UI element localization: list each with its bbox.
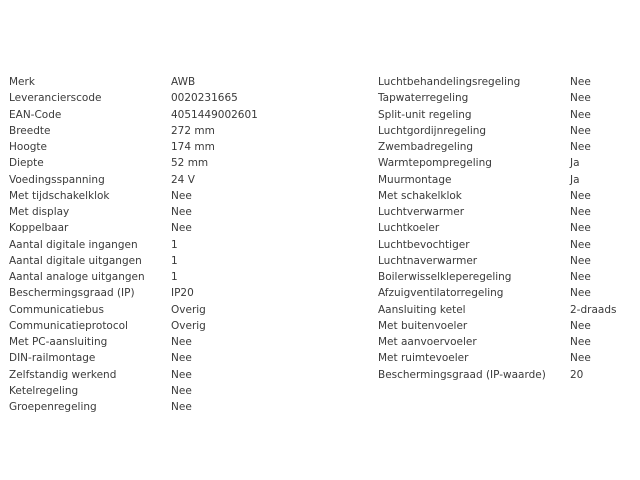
spec-row bbox=[9, 399, 339, 415]
spec-row bbox=[378, 367, 633, 383]
spec-row bbox=[9, 302, 339, 318]
spec-value: Nee bbox=[171, 189, 192, 202]
spec-row bbox=[378, 204, 633, 220]
spec-value: Nee bbox=[570, 271, 591, 283]
spec-row bbox=[378, 253, 633, 269]
spec-value: Overig bbox=[171, 303, 206, 316]
spec-row bbox=[9, 74, 339, 90]
spec-value: Nee bbox=[570, 254, 591, 267]
spec-value: 2-draads bbox=[570, 303, 617, 316]
spec-table-right bbox=[378, 74, 633, 383]
spec-value: Nee bbox=[570, 352, 591, 365]
spec-label: Leverancierscode bbox=[9, 92, 102, 105]
spec-row bbox=[9, 188, 339, 204]
spec-row bbox=[378, 285, 633, 301]
spec-value: Nee bbox=[171, 368, 192, 381]
spec-row bbox=[9, 155, 339, 171]
spec-label: Boilerwisselkleperegeling bbox=[378, 271, 512, 283]
spec-label: Beschermingsgraad (IP) bbox=[9, 287, 135, 300]
spec-label: EAN-Code bbox=[9, 108, 62, 121]
spec-label: Luchtverwarmer bbox=[378, 206, 465, 218]
spec-value: 4051449002601 bbox=[171, 108, 258, 121]
spec-row bbox=[9, 334, 339, 350]
spec-value: Ja bbox=[570, 173, 580, 186]
spec-row bbox=[9, 172, 339, 188]
spec-label: Luchtbevochtiger bbox=[378, 238, 470, 251]
spec-row bbox=[9, 139, 339, 155]
spec-label: DIN-railmontage bbox=[9, 352, 96, 365]
spec-label: Met buitenvoeler bbox=[378, 319, 468, 332]
spec-label: Hoogte bbox=[9, 141, 47, 153]
spec-value: 20 bbox=[570, 368, 584, 381]
spec-value: Nee bbox=[570, 287, 591, 300]
spec-row bbox=[9, 90, 339, 106]
spec-label: Met display bbox=[9, 206, 70, 218]
spec-value: Nee bbox=[171, 401, 192, 413]
spec-value: 24 V bbox=[171, 173, 195, 186]
spec-row bbox=[378, 237, 633, 253]
spec-label: Beschermingsgraad (IP-waarde) bbox=[378, 368, 546, 381]
spec-label: Ketelregeling bbox=[9, 384, 79, 397]
spec-value: Nee bbox=[171, 206, 192, 218]
spec-value: 0020231665 bbox=[171, 92, 238, 105]
spec-row bbox=[378, 90, 633, 106]
spec-row bbox=[9, 383, 339, 399]
spec-row bbox=[9, 204, 339, 220]
spec-value: Nee bbox=[570, 319, 591, 332]
spec-row bbox=[9, 350, 339, 366]
spec-label: Diepte bbox=[9, 157, 44, 170]
spec-label: Met schakelklok bbox=[378, 189, 462, 202]
spec-label: Koppelbaar bbox=[9, 222, 69, 235]
spec-value: 1 bbox=[171, 271, 178, 283]
spec-value: 272 mm bbox=[171, 124, 215, 137]
spec-value: Nee bbox=[171, 384, 192, 397]
spec-label: Communicatieprotocol bbox=[9, 319, 128, 332]
spec-label: Voedingsspanning bbox=[9, 173, 105, 186]
spec-label: Warmtepompregeling bbox=[378, 157, 492, 170]
spec-value: 174 mm bbox=[171, 141, 215, 153]
spec-row bbox=[378, 74, 633, 90]
spec-label: Zwembadregeling bbox=[378, 141, 474, 153]
spec-value: Nee bbox=[570, 124, 591, 137]
spec-label: Luchtgordijnregeling bbox=[378, 124, 487, 137]
spec-value: Nee bbox=[570, 336, 591, 348]
spec-label: Met PC-aansluiting bbox=[9, 336, 108, 348]
spec-row bbox=[378, 220, 633, 236]
spec-label: Met ruimtevoeler bbox=[378, 352, 469, 365]
spec-row bbox=[9, 253, 339, 269]
spec-row bbox=[378, 172, 633, 188]
spec-value: IP20 bbox=[171, 287, 194, 300]
spec-value: 52 mm bbox=[171, 157, 209, 170]
spec-label: Aansluiting ketel bbox=[378, 303, 466, 316]
spec-row bbox=[378, 139, 633, 155]
spec-label: Tapwaterregeling bbox=[378, 92, 469, 105]
spec-label: Luchtkoeler bbox=[378, 222, 440, 235]
spec-row bbox=[9, 285, 339, 301]
spec-row bbox=[378, 188, 633, 204]
spec-table-left bbox=[9, 74, 339, 415]
spec-value: Nee bbox=[570, 189, 591, 202]
spec-row bbox=[9, 318, 339, 334]
spec-label: Aantal digitale ingangen bbox=[9, 238, 138, 251]
spec-row bbox=[378, 318, 633, 334]
spec-value: 1 bbox=[171, 238, 178, 251]
spec-value: AWB bbox=[171, 76, 196, 88]
spec-value: 1 bbox=[171, 254, 178, 267]
spec-row bbox=[378, 334, 633, 350]
spec-label: Luchtbehandelingsregeling bbox=[378, 76, 521, 88]
spec-label: Split-unit regeling bbox=[378, 108, 472, 121]
spec-value: Nee bbox=[171, 222, 192, 235]
spec-label: Merk bbox=[9, 76, 35, 88]
spec-value: Nee bbox=[570, 108, 591, 121]
spec-row bbox=[9, 367, 339, 383]
spec-label: Communicatiebus bbox=[9, 303, 104, 316]
spec-label: Aantal digitale uitgangen bbox=[9, 254, 142, 267]
spec-label: Afzuigventilatorregeling bbox=[378, 287, 504, 300]
spec-row bbox=[378, 269, 633, 285]
spec-label: Aantal analoge uitgangen bbox=[9, 271, 145, 283]
spec-label: Zelfstandig werkend bbox=[9, 368, 117, 381]
spec-value: Nee bbox=[570, 92, 591, 105]
spec-label: Groepenregeling bbox=[9, 401, 97, 413]
spec-row bbox=[9, 237, 339, 253]
spec-row bbox=[9, 123, 339, 139]
spec-value: Nee bbox=[570, 76, 591, 88]
spec-value: Overig bbox=[171, 319, 206, 332]
spec-row bbox=[378, 155, 633, 171]
spec-label: Breedte bbox=[9, 124, 51, 137]
spec-value: Nee bbox=[570, 222, 591, 235]
spec-value: Nee bbox=[570, 141, 591, 153]
spec-label: Luchtnaverwarmer bbox=[378, 254, 478, 267]
spec-value: Nee bbox=[570, 206, 591, 218]
spec-value: Ja bbox=[570, 157, 580, 170]
spec-row bbox=[9, 269, 339, 285]
spec-label: Met tijdschakelklok bbox=[9, 189, 110, 202]
spec-value: Nee bbox=[570, 238, 591, 251]
spec-row bbox=[378, 123, 633, 139]
spec-value: Nee bbox=[171, 336, 192, 348]
spec-label: Muurmontage bbox=[378, 173, 452, 186]
spec-value: Nee bbox=[171, 352, 192, 365]
spec-row bbox=[9, 107, 339, 123]
spec-row bbox=[378, 350, 633, 366]
spec-row bbox=[378, 302, 633, 318]
spec-row bbox=[378, 107, 633, 123]
spec-label: Met aanvoervoeler bbox=[378, 336, 477, 348]
spec-row bbox=[9, 220, 339, 236]
